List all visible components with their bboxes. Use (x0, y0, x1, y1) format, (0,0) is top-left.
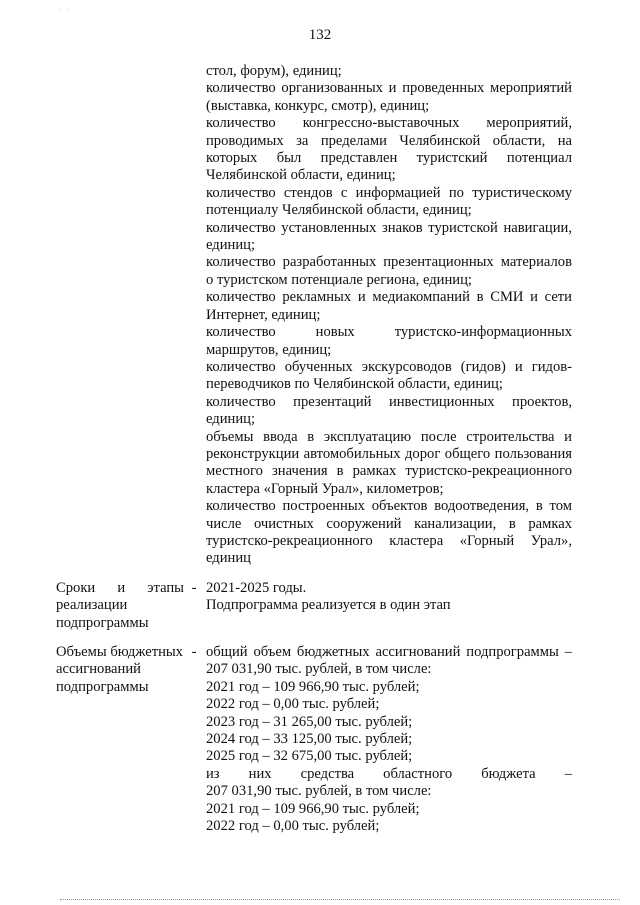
funding-year: 2023 год – 31 265,00 тыс. рублей; (206, 713, 413, 730)
funding-content (206, 644, 572, 835)
page-bottom-edge (60, 899, 620, 901)
terms-label: Сроки и этапы реализации подпрограммы (56, 580, 184, 631)
regional-year: 2022 год – 0,00 тыс. рублей; (206, 818, 380, 835)
scan-mark: · · (58, 6, 72, 15)
regional-intro-sum: 207 031,90 тыс. рублей, в том числе: (206, 783, 432, 800)
regional-year: 2021 год – 109 966,90 тыс. рублей; (206, 800, 420, 817)
indicator-item: количество построенных объектов водоотведения, в том числе очистных сооружений канализации, в рамках туристско-рекреационного кластера «Горный Урал», единиц (206, 498, 572, 567)
indicator-item: количество установленных знаков туристской навигации, единиц; (206, 219, 572, 254)
indicator-item: количество обученных экскурсоводов (гидов) и гидов-переводчиков по Челябинской области, единиц; (206, 358, 572, 393)
funding-year: 2025 год – 32 675,00 тыс. рублей; (206, 748, 413, 765)
indicator-item: количество рекламных и медиакомпаний в СМИ и сети Интернет, единиц; (206, 289, 572, 323)
regional-intro: из них средства областного бюджета – (206, 765, 572, 782)
funding-intro: общий объем бюджетных ассигнований подпрограммы – 207 031,90 тыс. рублей, в том числе: (206, 644, 572, 678)
indicator-item: количество новых туристско-информационных маршрутов, единиц; (206, 324, 572, 358)
indicators-list (206, 63, 572, 568)
indicator-item: количество конгрессно-выставочных мероприятий, проводимых за пределами Челябинской области, на которых был представлен туристский потенциал Челябинской области, единиц; (206, 115, 572, 184)
indicator-item: количество презентаций инвестиционных проектов, единиц; (206, 393, 572, 428)
indicator-item: количество разработанных презентационных материалов о туристском потенциале региона, единиц; (206, 254, 572, 288)
indicator-item: количество организованных и проведенных мероприятий (выставка, конкурс, смотр), единиц; (206, 80, 572, 114)
funding-year: 2024 год – 33 125,00 тыс. рублей; (206, 731, 413, 748)
funding-year: 2021 год – 109 966,90 тыс. рублей; (206, 678, 420, 695)
terms-line: Подпрограмма реализуется в один этап (206, 597, 451, 614)
terms-content (206, 580, 572, 615)
funding-dash: - (191, 644, 197, 660)
indicator-item: количество стендов с информацией по туристическому потенциалу Челябинской области, единиц; (206, 184, 572, 219)
indicator-item: стол, форум), единиц; (206, 63, 342, 79)
funding-label: Объемы бюджетных ассигнований подпрограммы (56, 644, 183, 695)
terms-line: 2021-2025 годы. (206, 580, 307, 596)
terms-dash: - (191, 580, 197, 596)
indicator-item: объемы ввода в эксплуатацию после строительства и реконструкции автомобильных дорог общего пользования местного значения в рамках туристско-рекреационного кластера «Горный Урал», километров; (206, 428, 572, 497)
page-number: 132 (308, 27, 332, 43)
funding-year: 2022 год – 0,00 тыс. рублей; (206, 696, 380, 713)
